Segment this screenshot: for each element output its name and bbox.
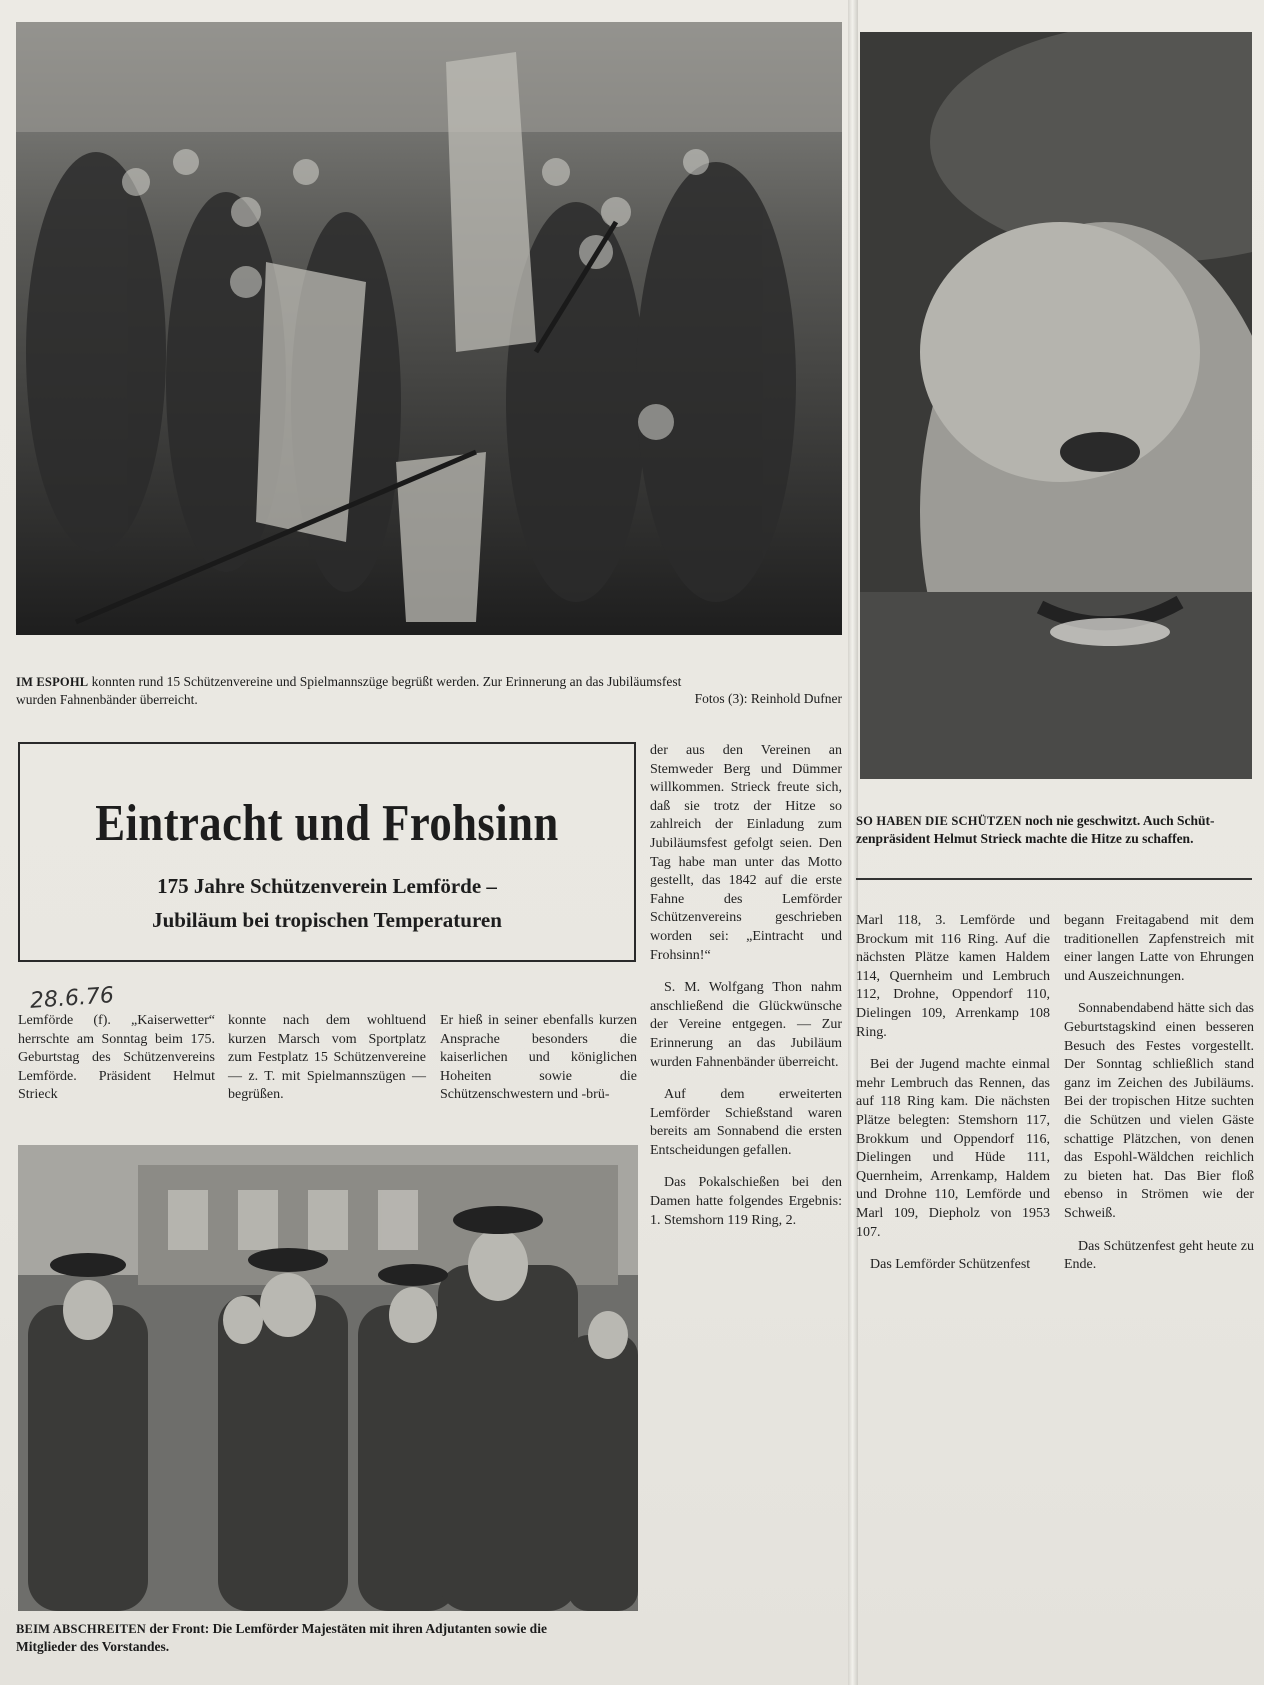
caption-text: der Front: Die Lemförder Majestäten mit ihren Adjutanten sowie die [145,1621,547,1636]
article-paragraph: Das Lemförder Schützenfest [870,1257,1031,1273]
caption-lead: SO HABEN DIE SCHÜTZEN [856,814,1022,828]
caption-marksmen [16,1620,656,1655]
article-paragraph: Das Pokalschießen bei den Damen hatte folgendes Ergebnis: 1. Stemshorn 119 Ring, 2. [650,1175,842,1228]
article-paragraph: konnte nach dem wohltuend kurzen Marsch vom Sportplatz zum Festplatz 15 Schützenvereine — z. T. mit Spielmannszügen — begrüßen. [228,1013,426,1103]
article-col-1 [18,1012,215,1119]
photo-marksmen [18,1145,638,1611]
caption-text-line2: Mitglieder des Vorstandes. [16,1639,170,1654]
caption-lead: BEIM ABSCHREITEN [16,1622,146,1636]
caption-text-line2: zenpräsident Helmut Strieck machte die Hitze zu schaffen. [856,831,1194,846]
article-col-3 [440,1012,637,1119]
photo-man-sweating [860,32,1252,779]
caption-man-sweating [856,812,1256,847]
headline-box [18,742,636,962]
photo-marksmen-image [18,1145,638,1611]
photo-man-sweating-image [860,32,1252,779]
article-paragraph: begann Freitagabend mit dem traditionellen Zapfenstreich mit einer langen Latte von Ehrungen und Auszeichnungen. [1064,913,1254,984]
headline-sub1: 175 Jahre Schützenverein Lemförde – [157,874,497,898]
headline-title: Eintracht und Frohsinn [95,795,559,852]
headline-sub2: Jubiläum bei tropischen Temperaturen [152,908,502,932]
photo-flag-parade [16,22,842,635]
article-col-5 [856,912,1050,1289]
article-paragraph: Sonnabendabend hätte sich das Geburtstagskind einen besseren Besuch des Festes vorgestellt. Der Sonntag schließlich stand ganz im Zeichen des Jubiläums. Bei der tropischen Hitze suchten die Schützen und vielen Gäste schattige Plätzchen, von denen das Espohl-Wäldchen reichlich zu bieten hat. Das Bier floß ebenso in Strömen wie der Schweiß. [1064,1001,1254,1221]
article-paragraph: Auf dem erweiterten Lemförder Schießstand waren bereits am Sonnabend die ersten Entscheidungen gefallen. [650,1087,842,1158]
column-rule [856,878,1252,880]
article-paragraph: Das Schützenfest geht heute zu Ende. [1064,1238,1254,1273]
photo-flag-parade-image [16,22,842,635]
caption-text: noch nie geschwitzt. Auch Schüt- [1021,813,1215,828]
article-col-2 [228,1012,426,1119]
article-paragraph: Lemförde (f). „Kaiserwetter“ herrschte am Sonntag beim 175. Geburtstag des Schützenvereins Lemförde. Präsident Helmut Strieck [18,1013,215,1103]
caption-text: konnten rund 15 Schützenvereine und Spielmannszüge begrüßt werden. Zur Erinnerung an das Jubiläumsfest [88,674,682,689]
article-col-6 [1064,912,1254,1289]
handwritten-date: 28.6.76 [29,983,115,1014]
caption-lead: IM ESPOHL [16,675,89,689]
article-paragraph: der aus den Vereinen an Stemweder Berg und Dümmer willkommen. Strieck freute sich, daß sie trotz der Hitze so zahlreich der Einladung zum Jubiläumsfest gefolgt seien. Den Tag habe man unter das Motto gestellt, das 1842 auf die erste Fahne des Lemförder Schützenvereins geschrieben worden sei: „Eintracht und Frohsinn!“ [650,743,842,963]
article-paragraph: Marl 118, 3. Lemförde und Brockum mit 116 Ring. Auf die nächsten Plätze kamen Haldem 114, Quernheim und Lembruch 112, Drohne, Oppendorf 110, Dielingen 109, Arrenkamp 108 Ring. [856,913,1050,1040]
article-col-4 [650,742,842,1244]
article-paragraph: Bei der Jugend machte einmal mehr Lembruch das Rennen, das auf 118 Ring kam. Die nächsten Plätze belegten: Stemshorn 117, Brokkum und Oppendorf 116, Dielingen und Hüde 111, Quernheim, Arrenkamp, Haldem und Drohne 110, Lemförde und Marl 109, Diepholz von 1953 107. [856,1057,1050,1240]
photo-credit: Fotos (3): Reinhold Dufner [694,691,842,706]
article-paragraph: Er hieß in seiner ebenfalls kurzen Ansprache besonders die kaiserlichen und königlichen Hoheiten sowie die Schützenschwestern und -brü- [440,1013,637,1103]
article-paragraph: S. M. Wolfgang Thon nahm anschließend die Glückwünsche der Vereine entgegen. — Zur Erinnerung an das Jubiläum wurden Fahnenbänder überreicht. [650,980,842,1070]
caption-flag-parade [16,673,842,708]
caption-text-line2: wurden Fahnenbänder überreicht. [16,692,198,707]
